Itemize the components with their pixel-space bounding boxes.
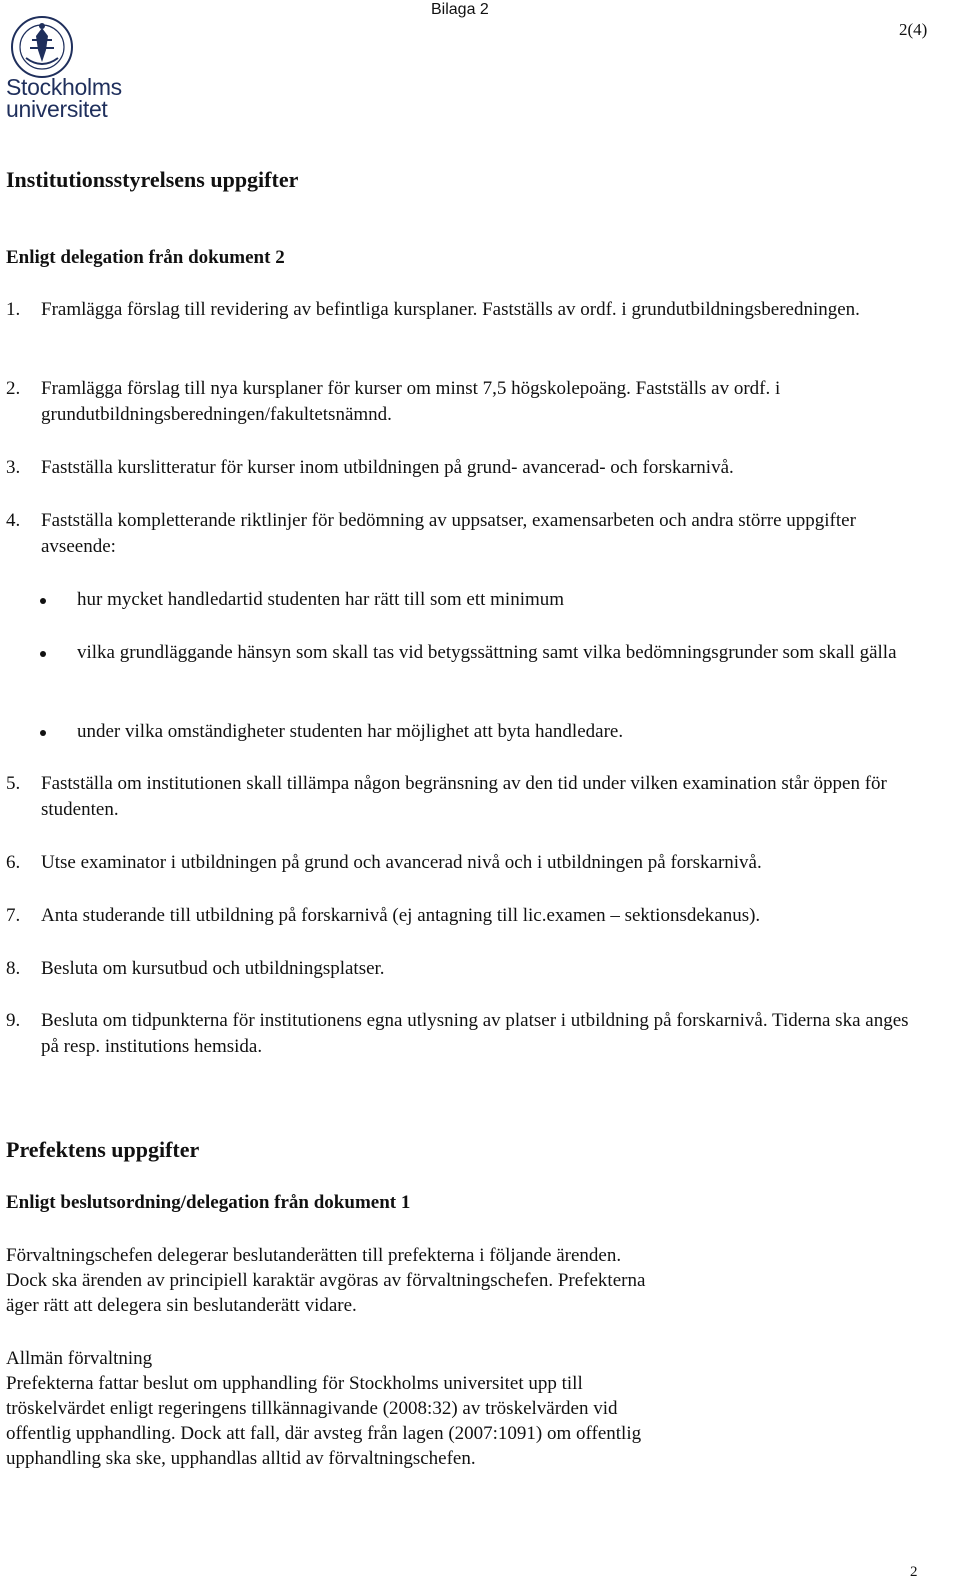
paragraph-line: Prefekterna fattar beslut om upphandling för Stockholms universitet upp till xyxy=(6,1373,583,1394)
list-item xyxy=(6,850,926,876)
list-item xyxy=(6,508,926,560)
list-item-text: Framlägga förslag till revidering av befintliga kursplaner. Fastställs av ordf. i grundutbildningsberedningen. xyxy=(41,299,860,320)
bullet-item-text: vilka grundläggande hänsyn som skall tas vid betygssättning samt vilka bedömningsgrunder som skall gälla xyxy=(77,642,897,663)
section-heading-prefekten: Prefektens uppgifter xyxy=(6,1137,200,1162)
section-subheading-delegation: Enligt delegation från dokument 2 xyxy=(6,247,285,268)
bullet-dot-icon xyxy=(40,651,46,657)
university-seal-icon xyxy=(6,14,78,80)
logo-line-1: Stockholms xyxy=(6,74,122,100)
list-item-number: 3. xyxy=(6,457,21,478)
list-item-number: 5. xyxy=(6,773,21,794)
list-item xyxy=(6,376,926,428)
list-item-text: Fastställa om institutionen skall tillämpa någon begränsning av den tid under vilken examination står öppen för studenten. xyxy=(41,773,887,820)
paragraph-line: Dock ska ärenden av principiell karaktär avgöras av förvaltningschefen. Prefekterna xyxy=(6,1270,646,1291)
list-item-number: 2. xyxy=(6,378,21,399)
list-item-number: 8. xyxy=(6,958,21,979)
list-item-number: 1. xyxy=(6,299,21,320)
list-item-number: 7. xyxy=(6,905,21,926)
footer-page-number: 2 xyxy=(910,1564,918,1580)
paragraph-line: tröskelvärdet enligt regeringens tillkännagivande (2008:32) av tröskelvärden vid xyxy=(6,1398,618,1419)
paragraph-line: upphandling ska ske, upphandlas alltid av förvaltningschefen. xyxy=(6,1448,476,1469)
list-item xyxy=(6,956,926,982)
list-item-text: Fastställa kurslitteratur för kurser inom utbildningen på grund- avancerad- och forskarnivå. xyxy=(41,457,734,478)
list-item-number: 4. xyxy=(6,510,21,531)
list-item-text: Anta studerande till utbildning på forskarnivå (ej antagning till lic.examen – sektionsdekanus). xyxy=(41,905,761,926)
section-subheading-beslutsordning: Enligt beslutsordning/delegation från dokument 1 xyxy=(6,1192,411,1213)
list-item xyxy=(6,455,926,481)
logo-line-2: universitet xyxy=(6,96,108,122)
paragraph-line: offentlig upphandling. Dock att fall, där avsteg från lagen (2007:1091) om offentlig xyxy=(6,1423,642,1444)
attachment-label: Bilaga 2 xyxy=(431,1,489,18)
list-item xyxy=(6,903,926,929)
section-heading-institutionsstyrelsen: Institutionsstyrelsens uppgifter xyxy=(6,167,299,192)
paragraph-line: äger rätt att delegera sin beslutanderätt vidare. xyxy=(6,1295,357,1316)
bullet-item xyxy=(40,719,930,745)
list-item-number: 6. xyxy=(6,852,21,873)
paragraph-line: Förvaltningschefen delegerar beslutanderätten till prefekterna i följande ärenden. xyxy=(6,1245,622,1266)
bullet-dot-icon xyxy=(40,730,46,736)
list-item-text: Fastställa kompletterande riktlinjer för bedömning av uppsatser, examensarbeten och andra större uppgifter avseende: xyxy=(41,510,856,557)
subsection-title: Allmän förvaltning xyxy=(6,1348,153,1369)
list-item xyxy=(6,1008,926,1060)
bullet-item xyxy=(40,587,930,613)
bullet-item-text: under vilka omständigheter studenten har möjlighet att byta handledare. xyxy=(77,721,624,742)
bullet-item-text: hur mycket handledartid studenten har rätt till som ett minimum xyxy=(77,589,565,610)
list-item xyxy=(6,297,926,323)
list-item-number: 9. xyxy=(6,1010,21,1031)
university-logo xyxy=(6,14,126,122)
page-indicator: 2(4) xyxy=(899,20,928,39)
bullet-item xyxy=(40,640,930,666)
list-item xyxy=(6,771,926,823)
list-item-text: Utse examinator i utbildningen på grund och avancerad nivå och i utbildningen på forskarnivå. xyxy=(41,852,762,873)
list-item-text: Besluta om kursutbud och utbildningsplatser. xyxy=(41,958,385,979)
list-item-text: Besluta om tidpunkterna för institutionens egna utlysning av platser i utbildning på forskarnivå. Tiderna ska anges på resp. institutions hemsida. xyxy=(41,1010,909,1057)
list-item-text: Framlägga förslag till nya kursplaner för kurser om minst 7,5 högskolepoäng. Fastställs av ordf. i grundutbildningsberedningen/fakultetsnämnd. xyxy=(41,378,781,425)
bullet-dot-icon xyxy=(40,598,46,604)
